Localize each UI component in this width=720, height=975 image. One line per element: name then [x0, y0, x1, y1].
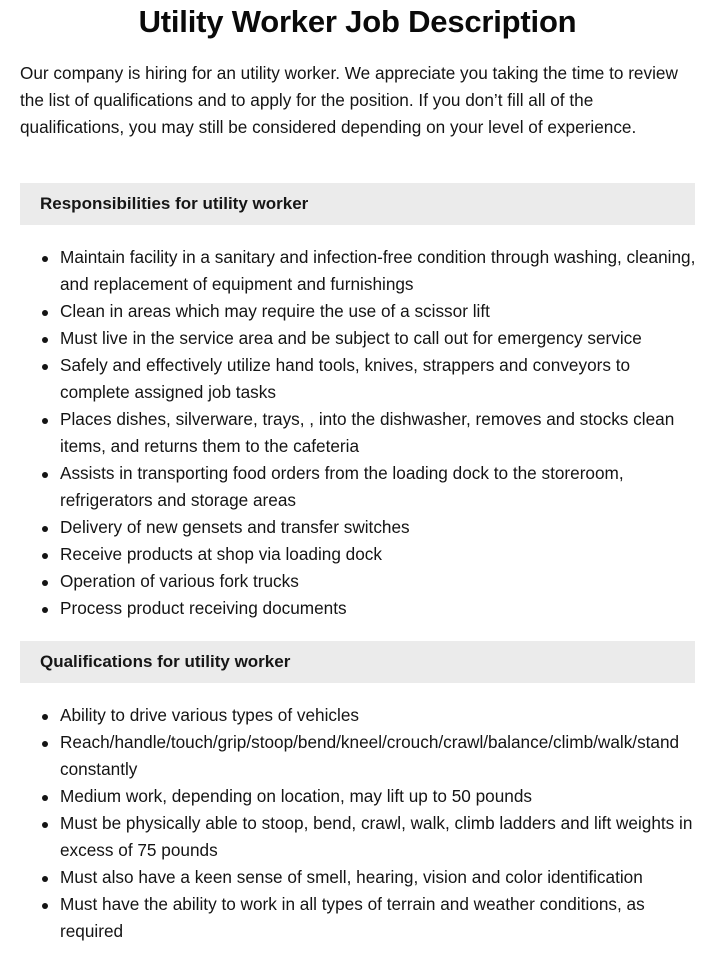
- list-item-text: Receive products at shop via loading dock: [60, 544, 382, 564]
- bullet-icon: [42, 822, 48, 828]
- list-item: [0, 460, 720, 514]
- list-item: [0, 514, 720, 541]
- list-item-text: Ability to drive various types of vehicles: [60, 705, 360, 725]
- list-item: [0, 729, 720, 783]
- bullet-icon: [42, 526, 48, 532]
- list-item: [0, 810, 720, 864]
- bullet-icon: [42, 337, 48, 343]
- list-item: [0, 406, 720, 460]
- qualifications-list: [0, 702, 720, 945]
- list-item-text: Assists in transporting food orders from the loading dock to the storeroom, refrigerators and storage areas: [60, 463, 624, 510]
- qualifications-heading: Qualifications for utility worker: [20, 641, 695, 683]
- list-item: [0, 568, 720, 595]
- list-item: [0, 702, 720, 729]
- list-item-text: Medium work, depending on location, may lift up to 50 pounds: [60, 786, 532, 806]
- list-item-text: Must have the ability to work in all types of terrain and weather conditions, as required: [60, 894, 645, 941]
- list-item-text: Must live in the service area and be subject to call out for emergency service: [60, 328, 642, 348]
- list-item: [0, 298, 720, 325]
- bullet-icon: [42, 741, 48, 747]
- list-item-text: Must also have a keen sense of smell, hearing, vision and color identification: [60, 867, 643, 887]
- list-item: [0, 325, 720, 352]
- list-item: [0, 783, 720, 810]
- bullet-icon: [42, 472, 48, 478]
- bullet-icon: [42, 903, 48, 909]
- list-item-text: Maintain facility in a sanitary and infection-free condition through washing, cleaning, and replacement of equipment and furnishings: [60, 247, 696, 294]
- bullet-icon: [42, 364, 48, 370]
- responsibilities-heading: Responsibilities for utility worker: [20, 183, 695, 225]
- list-item: [0, 352, 720, 406]
- bullet-icon: [42, 714, 48, 720]
- list-item: [0, 864, 720, 891]
- list-item: [0, 244, 720, 298]
- list-item: [0, 595, 720, 622]
- bullet-icon: [42, 580, 48, 586]
- bullet-icon: [42, 876, 48, 882]
- list-item-text: Operation of various fork trucks: [60, 571, 299, 591]
- list-item-text: Safely and effectively utilize hand tools, knives, strappers and conveyors to complete assigned job tasks: [60, 355, 631, 402]
- list-item-text: Clean in areas which may require the use of a scissor lift: [60, 301, 490, 321]
- bullet-icon: [42, 310, 48, 316]
- list-item-text: Delivery of new gensets and transfer switches: [60, 517, 410, 537]
- bullet-icon: [42, 418, 48, 424]
- intro-paragraph: Our company is hiring for an utility worker. We appreciate you taking the time to review the list of qualifications and to apply for the position. If you don’t fill all of the qualifications, you may still be considered depending on your level of experience.: [20, 63, 678, 137]
- list-item-text: Must be physically able to stoop, bend, crawl, walk, climb ladders and lift weights in excess of 75 pounds: [60, 813, 693, 860]
- list-item: [0, 541, 720, 568]
- page-title: Utility Worker Job Description: [138, 4, 577, 39]
- list-item-text: Places dishes, silverware, trays, , into the dishwasher, removes and stocks clean items, and returns them to the cafeteria: [60, 409, 675, 456]
- bullet-icon: [42, 795, 48, 801]
- list-item-text: Reach/handle/touch/grip/stoop/bend/kneel/crouch/crawl/balance/climb/walk/stand constantly: [60, 732, 680, 779]
- bullet-icon: [42, 553, 48, 559]
- list-item: [0, 891, 720, 945]
- bullet-icon: [42, 607, 48, 613]
- bullet-icon: [42, 256, 48, 262]
- list-item-text: Process product receiving documents: [60, 598, 347, 618]
- responsibilities-list: [0, 244, 720, 622]
